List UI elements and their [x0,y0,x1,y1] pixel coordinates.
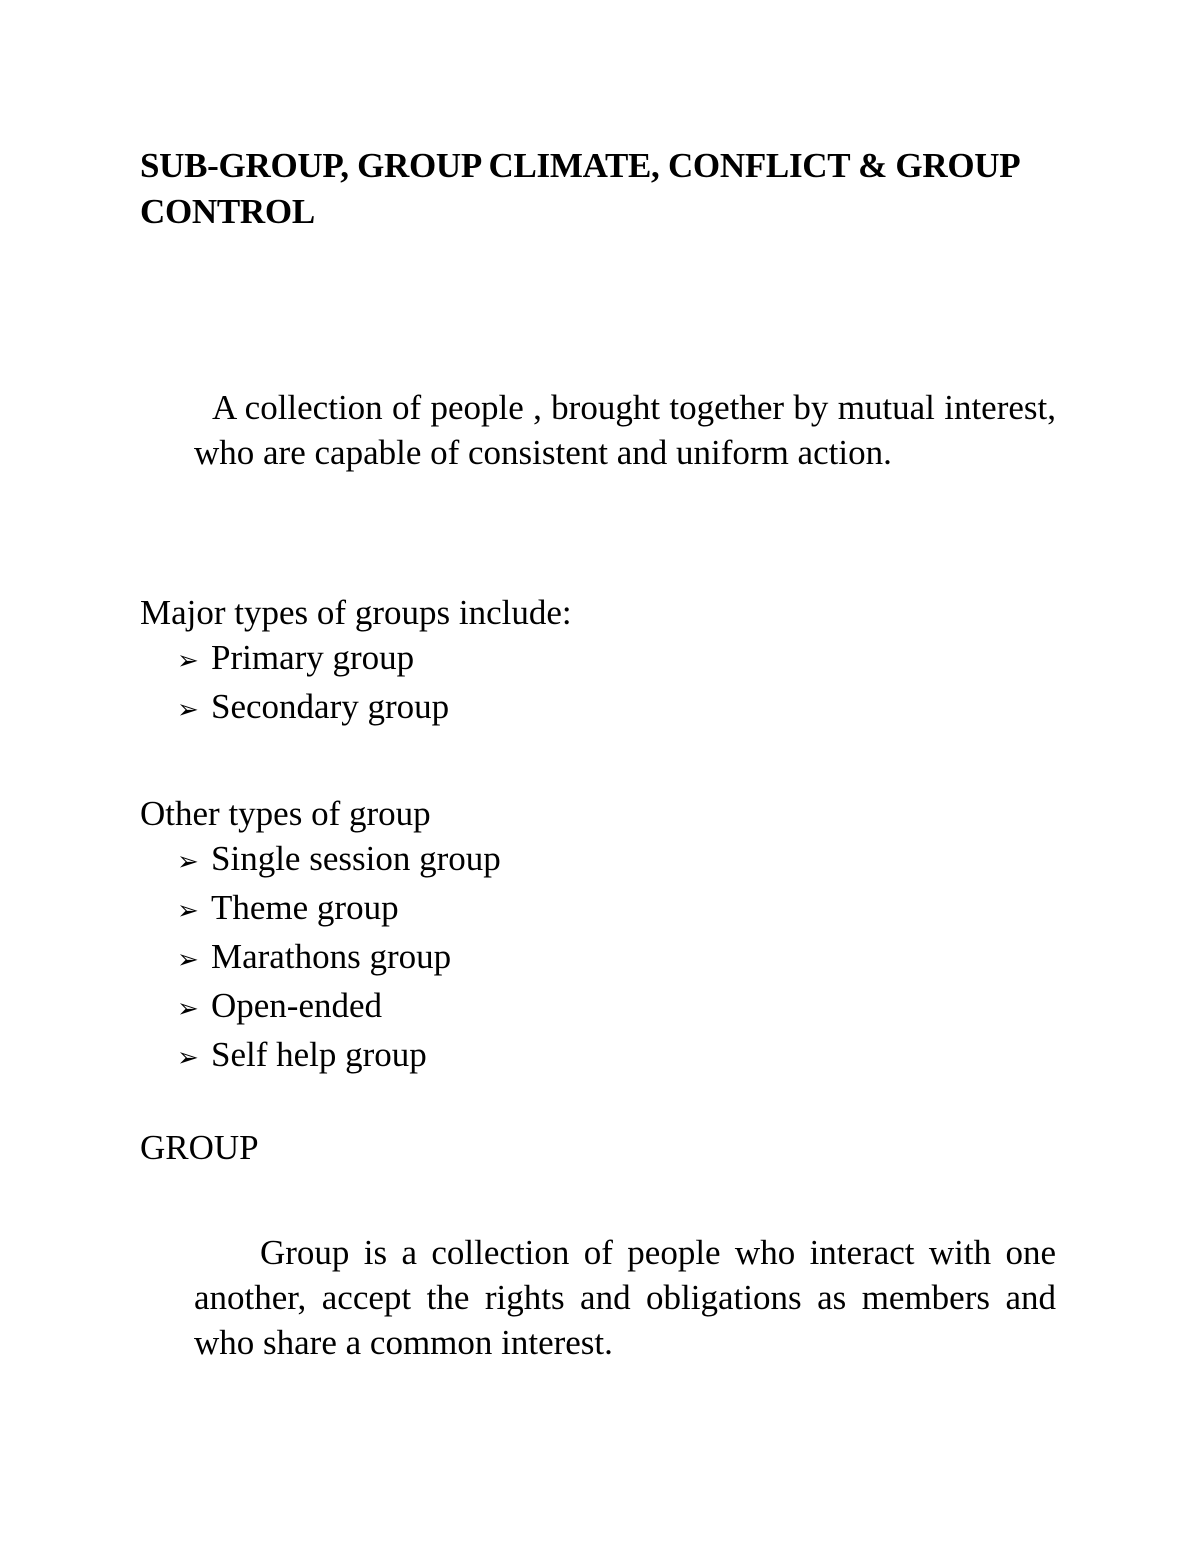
group-heading: GROUP [140,1128,259,1167]
arrowhead-bullet-icon: ➢ [177,945,199,975]
list-item [177,934,501,983]
list-item-label: Single session group [211,839,501,878]
list-item-label: Secondary group [211,687,450,726]
list-item [177,836,501,885]
list-item [177,885,501,934]
list-item-label: Primary group [211,638,415,677]
definition-text: A collection of people , brought together by mutual interest, who are capable of consistent and uniform action. [194,388,1056,472]
group-text: Group is a collection of people who interact with one another, accept the rights and obligations as members and who share a common interest. [194,1233,1056,1362]
list-item [177,635,449,684]
list-item-label: Marathons group [211,937,452,976]
list-item-label: Self help group [211,1035,427,1074]
list-item [177,684,449,733]
list-item-label: Theme group [211,888,399,927]
document-title: SUB-GROUP, GROUP CLIMATE, CONFLICT & GROUP CONTROL [140,146,1019,231]
arrowhead-bullet-icon: ➢ [177,994,199,1024]
major-types-list [177,635,449,733]
arrowhead-bullet-icon: ➢ [177,1043,199,1073]
arrowhead-bullet-icon: ➢ [177,847,199,877]
arrowhead-bullet-icon: ➢ [177,695,199,725]
other-types-heading: Other types of group [140,794,431,833]
arrowhead-bullet-icon: ➢ [177,646,199,676]
arrowhead-bullet-icon: ➢ [177,896,199,926]
list-item-label: Open-ended [211,986,383,1025]
list-item [177,1032,501,1081]
definition-paragraph [194,385,1056,475]
other-types-list [177,836,501,1081]
group-paragraph [194,1230,1056,1365]
list-item [177,983,501,1032]
major-types-heading: Major types of groups include: [140,593,572,632]
